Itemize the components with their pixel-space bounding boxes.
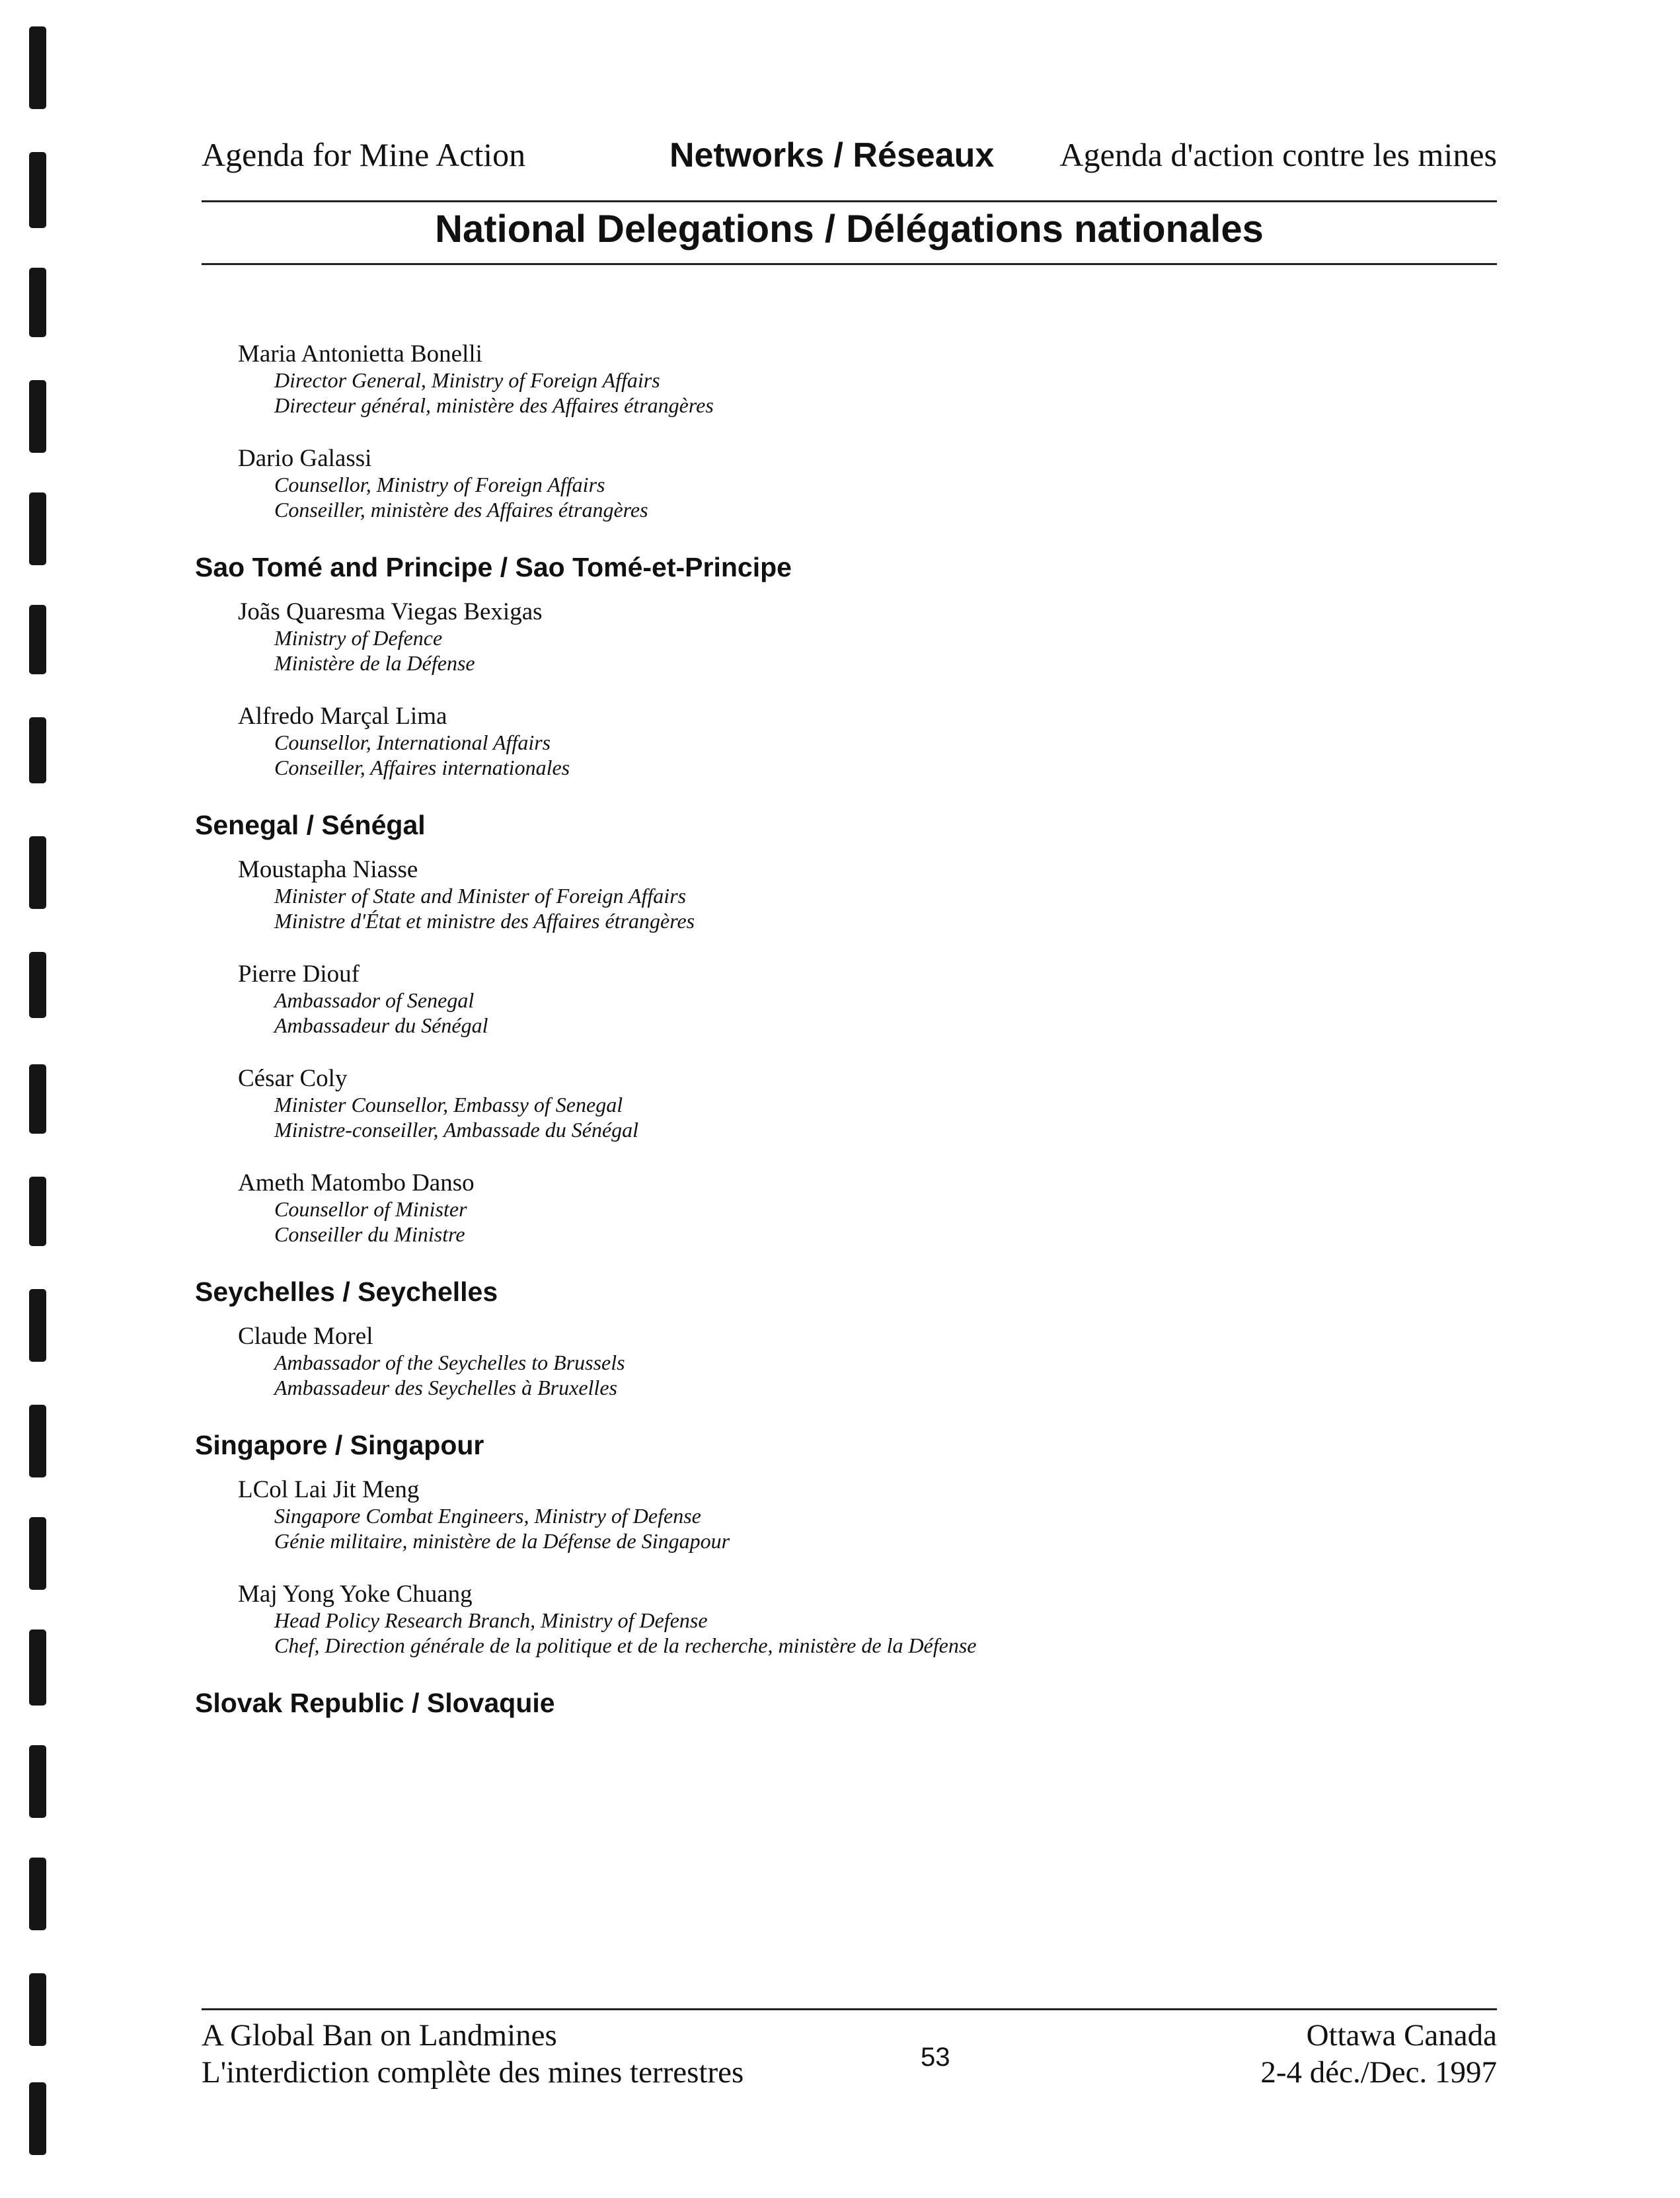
delegate-role-fr: Ministre-conseiller, Ambassade du Sénégal [274, 1118, 639, 1142]
country-section [195, 1686, 1451, 1720]
country-section [195, 550, 1451, 780]
binding-hole [29, 268, 46, 337]
binding-hole [29, 1517, 46, 1590]
country-heading: Singapore / Singapour [195, 1430, 484, 1460]
footer-rule [202, 2008, 1497, 2010]
binding-hole [29, 26, 46, 109]
header-right: Agenda d'action contre les mines [1059, 136, 1497, 173]
delegate-name: Ameth Matombo Danso [238, 1169, 475, 1197]
country-section [195, 1428, 1451, 1658]
binding-hole [29, 1405, 46, 1477]
delegate-role-en: Minister of State and Minister of Foreign Affairs [274, 884, 687, 908]
delegate-role-en: Director General, Ministry of Foreign Affairs [274, 368, 660, 392]
delegate-entry [238, 446, 1451, 522]
country-heading: Seychelles / Seychelles [195, 1276, 498, 1307]
country-heading: Slovak Republic / Slovaquie [195, 1688, 555, 1718]
header-left: Agenda for Mine Action [202, 136, 526, 173]
delegate-name: Joãs Quaresma Viegas Bexigas [238, 598, 543, 625]
delegate-name: Maj Yong Yoke Chuang [238, 1581, 473, 1608]
delegate-role-en: Minister Counsellor, Embassy of Senegal [274, 1093, 623, 1117]
delegate-role-fr: Conseiller du Ministre [274, 1222, 465, 1246]
binding-hole [29, 1629, 46, 1706]
delegate-name: Dario Galassi [238, 445, 372, 472]
delegate-name: LCol Lai Jit Meng [238, 1476, 420, 1503]
binding-hole [29, 1289, 46, 1362]
binding-hole [29, 605, 46, 674]
binding-hole [29, 1973, 46, 2046]
delegate-role-fr: Chef, Direction générale de la politique et de la recherche, ministère de la Défense [274, 1633, 977, 1657]
delegate-entry [238, 961, 1451, 1038]
delegate-role-fr: Directeur général, ministère des Affaires étrangères [274, 393, 714, 417]
page-header [202, 136, 1497, 182]
delegate-role-en: Counsellor, International Affairs [274, 730, 551, 754]
delegate-entry [238, 1066, 1451, 1142]
footer-date: 2-4 déc./Dec. 1997 [1260, 2055, 1497, 2090]
delegate-role-en: Counsellor, Ministry of Foreign Affairs [274, 473, 605, 496]
delegate-role-en: Ambassador of the Seychelles to Brussels [274, 1351, 625, 1374]
binding-hole [29, 1745, 46, 1818]
delegate-role-fr: Génie militaire, ministère de la Défense de Singapour [274, 1529, 730, 1553]
delegate-role-fr: Ministère de la Défense [274, 651, 475, 675]
binding-hole [29, 836, 46, 909]
binding-hole [29, 952, 46, 1018]
delegate-role-fr: Ambassadeur des Seychelles à Bruxelles [274, 1376, 617, 1399]
delegate-role-fr: Conseiller, Affaires internationales [274, 756, 570, 779]
delegate-role-en: Singapore Combat Engineers, Ministry of Defense [274, 1504, 701, 1528]
delegate-name: Alfredo Marçal Lima [238, 703, 447, 730]
header-section: Networks / Réseaux [669, 136, 995, 175]
delegation-list [195, 341, 1451, 1744]
delegate-entry [238, 1323, 1451, 1400]
country-section [195, 808, 1451, 1247]
binding-hole [29, 1064, 46, 1134]
delegate-entry [238, 1581, 1451, 1658]
footer-title-fr: L'interdiction complète des mines terrestres [202, 2055, 744, 2090]
delegate-role-en: Counsellor of Minister [274, 1197, 467, 1221]
country-section [195, 1275, 1451, 1400]
binding-hole [29, 2082, 46, 2155]
delegate-role-fr: Ambassadeur du Sénégal [274, 1013, 488, 1037]
country-heading: Sao Tomé and Principe / Sao Tomé-et-Principe [195, 552, 792, 582]
delegate-entry [238, 599, 1451, 676]
page-footer [202, 2018, 1497, 2097]
delegate-name: Pierre Diouf [238, 961, 360, 988]
page-number: 53 [921, 2043, 950, 2072]
delegate-role-en: Ambassador of Senegal [274, 988, 475, 1012]
binding-hole [29, 717, 46, 783]
delegate-role-en: Head Policy Research Branch, Ministry of Defense [274, 1608, 708, 1632]
page-title: National Delegations / Délégations nationales [435, 208, 1264, 251]
title-rule [202, 263, 1497, 265]
delegate-name: César Coly [238, 1065, 348, 1092]
binding-hole [29, 1858, 46, 1930]
country-heading: Senegal / Sénégal [195, 810, 426, 840]
binding-holes [0, 0, 79, 2198]
delegate-entry [238, 857, 1451, 933]
delegate-role-en: Ministry of Defence [274, 626, 443, 650]
header-rule [202, 200, 1497, 202]
country-section [195, 341, 1451, 522]
binding-hole [29, 1177, 46, 1246]
binding-hole [29, 380, 46, 453]
delegate-entry [238, 703, 1451, 780]
binding-hole [29, 492, 46, 565]
delegate-entry [238, 341, 1451, 418]
delegate-role-fr: Conseiller, ministère des Affaires étrangères [274, 498, 648, 522]
binding-hole [29, 152, 46, 228]
footer-location: Ottawa Canada [1306, 2018, 1497, 2053]
delegate-role-fr: Ministre d'État et ministre des Affaires étrangères [274, 909, 695, 933]
footer-title-en: A Global Ban on Landmines [202, 2018, 557, 2053]
delegate-entry [238, 1477, 1451, 1553]
delegate-name: Maria Antonietta Bonelli [238, 340, 482, 368]
delegate-entry [238, 1170, 1451, 1247]
delegate-name: Claude Morel [238, 1323, 373, 1350]
delegate-name: Moustapha Niasse [238, 856, 418, 883]
